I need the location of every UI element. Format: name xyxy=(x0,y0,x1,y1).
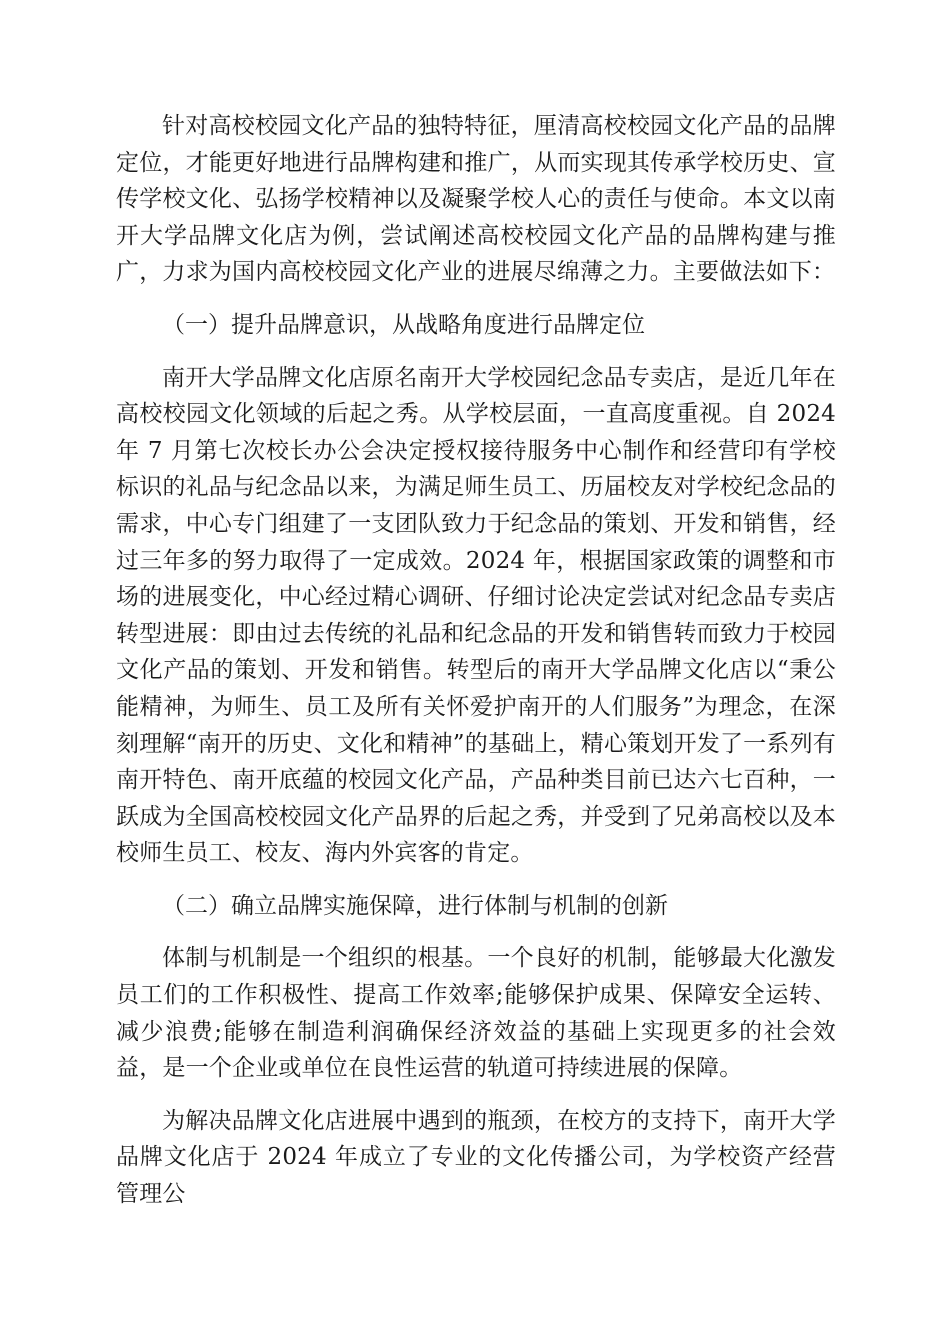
intro-paragraph: 针对高校校园文化产品的独特特征，厘清高校校园文化产品的品牌定位，才能更好地进行品牌构建和推广，从而实现其传承学校历史、宣传学校文化、弘扬学校精神以及凝聚学校人心的责任与使命。本文以南开大学品牌文化店为例，尝试阐述高校校园文化产品的品牌构建与推广，力求为国内高校校园文化产业的进展尽绵薄之力。主要做法如下： xyxy=(116,113,836,286)
section-1-paragraph: 南开大学品牌文化店原名南开大学校园纪念品专卖店，是近几年在高校校园文化领域的后起之秀。从学校层面，一直高度重视。自 2024 年 7 月第七次校长办公会决定授权接待服务中心制作和经营印有学校标识的礼品与纪念品以来，为满足师生员工、历届校友对学校纪念品的需求，中心专门组建了一支团队致力于纪念品的策划、开发和销售，经过三年多的努力取得了一定成效。2024 年，根据国家政策的调整和市场的进展变化，中心经过精心调研、仔细讨论决定尝试对纪念品专卖店转型进展：即由过去传统的礼品和纪念品的开发和销售转而致力于校园文化产品的策划、开发和销售。转型后的南开大学品牌文化店以“秉公能精神，为师生、员工及所有关怀爱护南开的人们服务”为理念，在深刻理解“南开的历史、文化和精神”的基础上，精心策划开发了一系列有南开特色、南开底蕴的校园文化产品，产品种类目前已达六七百种，一跃成为全国高校校园文化产品界的后起之秀，并受到了兄弟高校以及本校师生员工、校友、海内外宾客的肯定。 xyxy=(116,364,836,867)
section-heading-2: （二）确立品牌实施保障，进行体制与机制的创新 xyxy=(162,892,668,919)
section-2-paragraph-2: 为解决品牌文化店进展中遇到的瓶颈，在校方的支持下，南开大学品牌文化店于 2024 年成立了专业的文化传播公司，为学校资产经营管理公 xyxy=(116,1107,836,1208)
document-body xyxy=(116,108,836,1213)
section-2-paragraph-1: 体制与机制是一个组织的根基。一个良好的机制，能够最大化激发员工们的工作积极性、提高工作效率;能够保护成果、保障安全运转、减少浪费;能够在制造利润确保经济效益的基础上实现更多的社会效益，是一个企业或单位在良性运营的轨道可持续进展的保障。 xyxy=(116,945,836,1082)
section-heading-1: （一）提升品牌意识，从战略角度进行品牌定位 xyxy=(162,311,645,338)
